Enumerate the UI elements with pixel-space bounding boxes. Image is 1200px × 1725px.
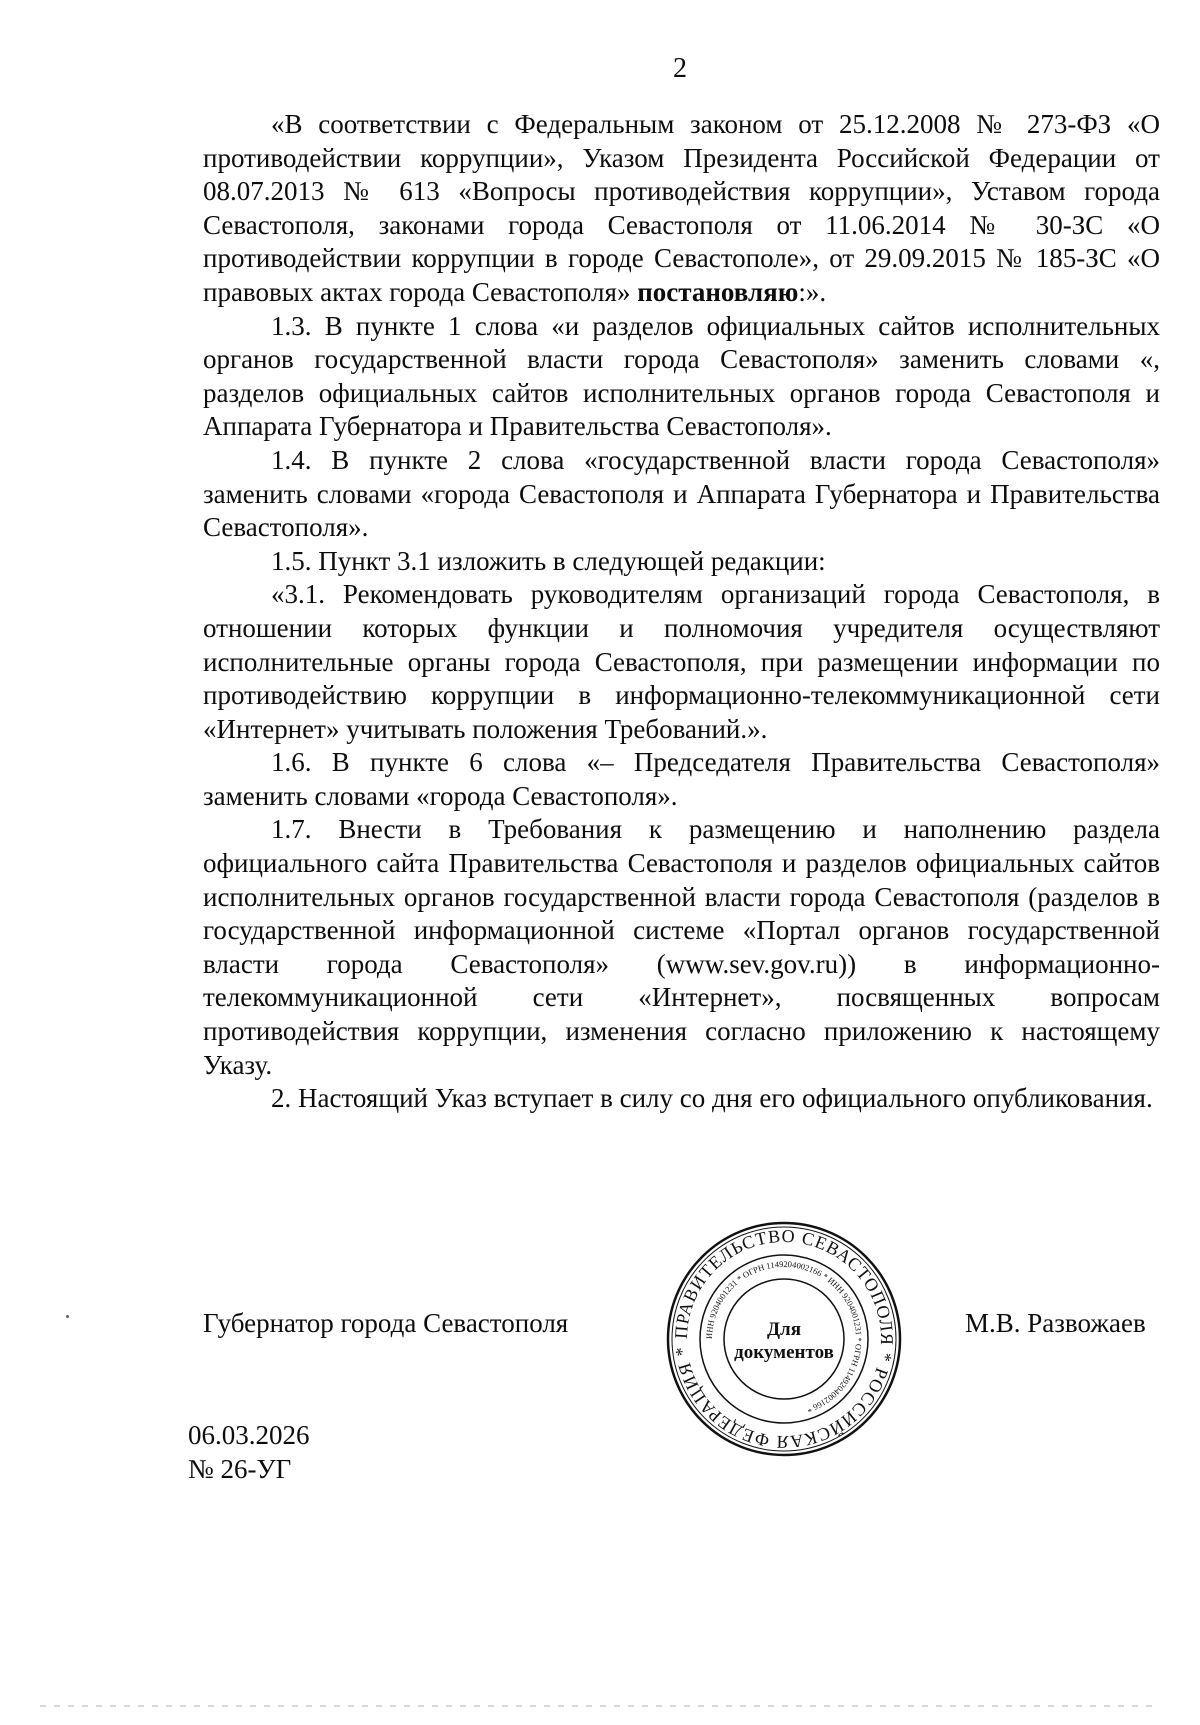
- paragraph-preamble-quote: [203, 108, 1160, 310]
- scan-bottom-edge: [40, 1705, 1160, 1707]
- signer-name: М.В. Развожаев: [965, 1308, 1146, 1338]
- text-run: «В соответствии с Федеральным законом от 25.12.2008 № 273-ФЗ «О противодействии коррупции», Указом Президента Российской Федерации от 08.07.2013 № 613 «Вопросы противодействия коррупции», Уставом города Севастополя, законами города Севастополя от 11.06.2014 № 30-ЗС «О противодействии коррупции в городе Севастополе», от 29.09.2015 № 185-ЗС «О правовых актах города Севастополя»: [203, 109, 1160, 307]
- text-run: 1.5. Пункт 3.1 изложить в следующей редакции:: [271, 545, 826, 576]
- signature-block: [0, 1307, 1200, 1347]
- paragraph-1-4: [203, 444, 1160, 545]
- text-run: 1.6. В пункте 6 слова «– Председателя Правительства Севастополя» заменить словами «города Севастополя».: [203, 747, 1160, 811]
- document-date: 06.03.2026: [188, 1420, 310, 1450]
- paragraph-1-7: [203, 813, 1160, 1082]
- signer-title: Губернатор города Севастополя: [203, 1308, 569, 1338]
- text-run: :».: [798, 276, 827, 307]
- text-run-bold: постановляю: [637, 276, 799, 307]
- page-number: 2: [673, 53, 687, 84]
- document-body: [203, 108, 1160, 1116]
- paragraph-2: [203, 1082, 1160, 1116]
- scan-speck: [66, 1315, 69, 1318]
- paragraph-1-3: [203, 310, 1160, 444]
- stamp-inner-text: ИНН 9204001231 * ОГРН 1149204002166 * ИНН 9204001231 * ОГРН 1149204002166 *: [703, 1258, 865, 1415]
- paragraph-1-6: [203, 746, 1160, 813]
- text-run: «3.1. Рекомендовать руководителям организаций города Севастополя, в отношении которых функции и полномочия учредителя осуществляют исполнительные органы города Севастополя, при размещении информации по противодействию коррупции в информационно-телекоммуникационной сети «Интернет» учитывать положения Требований.».: [203, 579, 1160, 744]
- stamp-outer-text: ПРАВИТЕЛЬСТВО СЕВАСТОПОЛЯ * РОССИЙСКАЯ ФЕДЕРАЦИЯ *: [670, 1225, 898, 1453]
- paragraph-1-5: [203, 545, 1160, 579]
- document-number: № 26-УГ: [188, 1454, 292, 1484]
- paragraph-3-1-quote: [203, 578, 1160, 746]
- official-stamp: [664, 1219, 904, 1459]
- text-run: 1.4. В пункте 2 слова «государственной власти города Севастополя» заменить словами «города Севастополя и Аппарата Губернатора и Правительства Севастополя».: [203, 444, 1160, 543]
- stamp-graphic: [664, 1219, 904, 1459]
- stamp-center-line-2: документов: [734, 1342, 834, 1363]
- text-run: 1.3. В пункте 1 слова «и разделов официальных сайтов исполнительных органов государственной власти города Севастополя» заменить словами «, разделов официальных сайтов исполнительных органов города Севастополя и Аппарата Губернатора и Правительства Севастополя».: [203, 310, 1160, 442]
- text-run: 2. Настоящий Указ вступает в силу со дня его официального опубликования.: [271, 1083, 1153, 1114]
- text-run: 1.7. Внести в Требования к размещению и наполнению раздела официального сайта Правительства Севастополя и разделов официальных сайтов исполнительных органов государственной власти города Севастополя (разделов в государственной информационной системе «Портал органов государственной власти города Севастополя» (www.sev.gov.ru)) в информационно-телекоммуникационной сети «Интернет», посвященных вопросам противодействия коррупции, изменения согласно приложению к настоящему Указу.: [203, 814, 1160, 1080]
- stamp-center-line-1: Для: [766, 1319, 802, 1340]
